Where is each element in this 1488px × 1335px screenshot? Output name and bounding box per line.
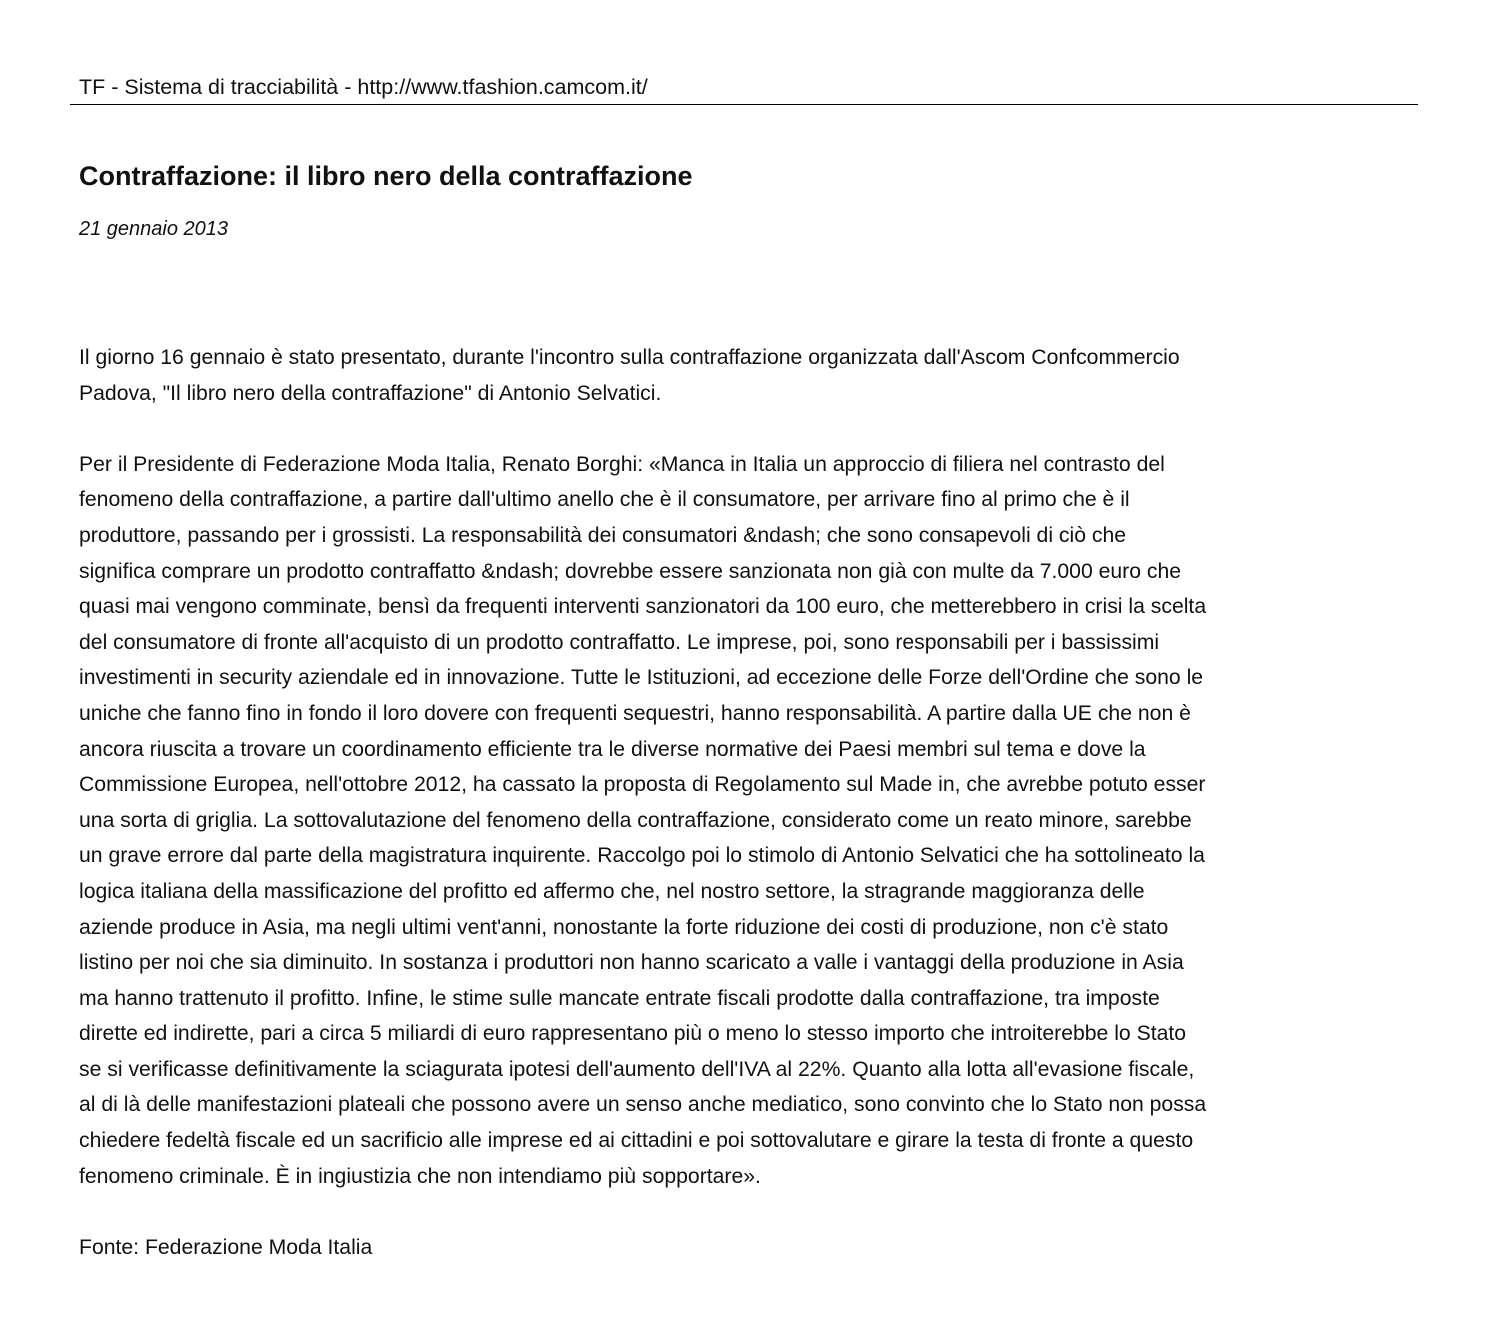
article-date: 21 gennaio 2013 (79, 218, 229, 240)
article-body (79, 340, 1417, 1265)
article-paragraph-quote: Per il Presidente di Federazione Moda Italia, Renato Borghi: «Manca in Italia un approccio di filiera nel contrasto del fenomeno della contraffazione, a partire dall'ultimo anello che è il consumatore, per arrivare fino al primo che è il produttore, passando per i grossisti. La responsabilità dei consumatori &ndash; che sono consapevoli di ciò che significa comprare un prodotto contraffatto &ndash; dovrebbe essere sanzionata non già con multe da 7.000 euro che quasi mai vengono comminate, bensì da frequenti interventi sanzionatori da 100 euro, che metterebbero in crisi la scelta del consumatore di fronte all'acquisto di un prodotto contraffatto. Le imprese, poi, sono responsabili per i bassissimi investimenti in security aziendale ed in innovazione. Tutte le Istituzioni, ad eccezione delle Forze dell'Ordine che sono le uniche che fanno fino in fondo il loro dovere con frequenti sequestri, hanno responsabilità. A partire dalla UE che non è ancora riuscita a trovare un coordinamento efficiente tra le diverse normative dei Paesi membri sul tema e dove la Commissione Europea, nell'ottobre 2012, ha cassato la proposta di Regolamento sul Made in, che avrebbe potuto esser una sorta di griglia. La sottovalutazione del fenomeno della contraffazione, considerato come un reato minore, sarebbe un grave errore dal parte della magistratura inquirente. Raccolgo poi lo stimolo di Antonio Selvatici che ha sottolineato la logica italiana della massificazione del profitto ed affermo che, nel nostro settore, la stragrande maggioranza delle aziende produce in Asia, ma negli ultimi vent'anni, nonostante la forte riduzione dei costi di produzione, non c'è stato listino per noi che sia diminuito. In sostanza i produttori non hanno scaricato a valle i vantaggi della produzione in Asia ma hanno trattenuto il profitto. Infine, le stime sulle mancate entrate fiscali prodotte dalla contraffazione, tra imposte dirette ed indirette, pari a circa 5 miliardi di euro rappresentano più o meno lo stesso importo che introiterebbe lo Stato se si verificasse definitivamente la sciagurata ipotesi dell'aumento dell'IVA al 22%. Quanto alla lotta all'evasione fiscale, al di là delle manifestazioni plateali che possono avere un senso anche mediatico, sono convinto che lo Stato non possa chiedere fedeltà fiscale ed un sacrificio alle imprese ed ai cittadini e poi sottovalutare e girare la testa di fronte a questo fenomeno criminale. È in ingiustizia che non intendiamo più sopportare». (79, 452, 1207, 1188)
article-source: Fonte: Federazione Moda Italia (79, 1235, 373, 1259)
article-title: Contraffazione: il libro nero della contraffazione (79, 161, 693, 191)
header-divider (70, 104, 1418, 105)
page-header: TF - Sistema di tracciabilità - http://www.tfashion.camcom.it/ (79, 75, 648, 99)
article-paragraph-intro: Il giorno 16 gennaio è stato presentato, durante l'incontro sulla contraffazione organizzata dall'Ascom Confcommercio Padova, "Il libro nero della contraffazione" di Antonio Selvatici. (79, 346, 1180, 405)
